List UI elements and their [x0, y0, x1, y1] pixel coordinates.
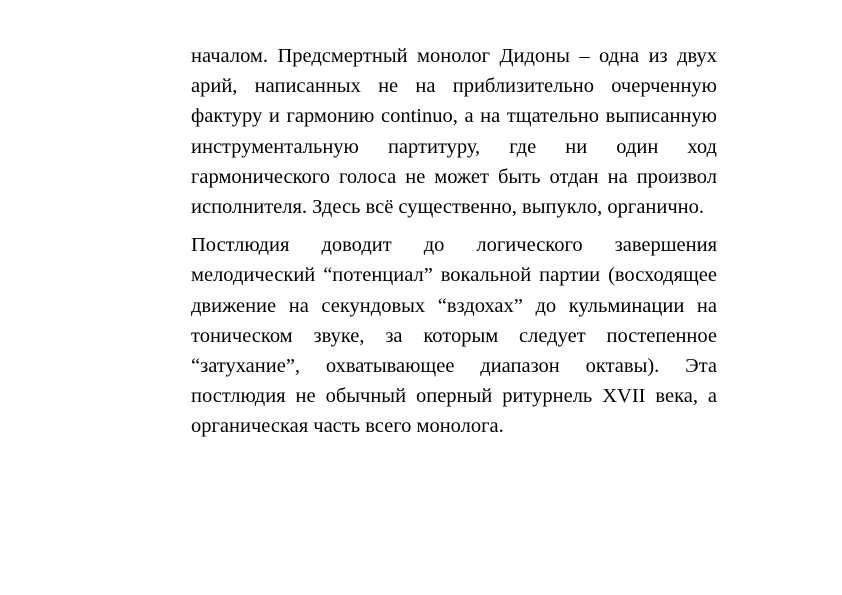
body-text	[191, 41, 717, 442]
paragraph-2: Постлюдия доводит до логического завершения мелодический “потенциал” вокальной партии (восходящее движение на секундовых “вздохах” до кульминации на тоническом звуке, за которым следует постепенное “затухание”, охватывающее диапазон октавы). Эта постлюдия не обычный оперный ритурнель XVII века, а органическая часть всего монолога.	[191, 234, 717, 438]
paragraph-1: началом. Предсмертный монолог Дидоны – одна из двух арий, написанных не на приблизительно очерченную фактуру и гармонию continuo, а на тщательно выписанную инструментальную партитуру, где ни один ход гармонического голоса не может быть отдан на произвол исполнителя. Здесь всё существенно, выпукло, органично.	[191, 45, 717, 219]
